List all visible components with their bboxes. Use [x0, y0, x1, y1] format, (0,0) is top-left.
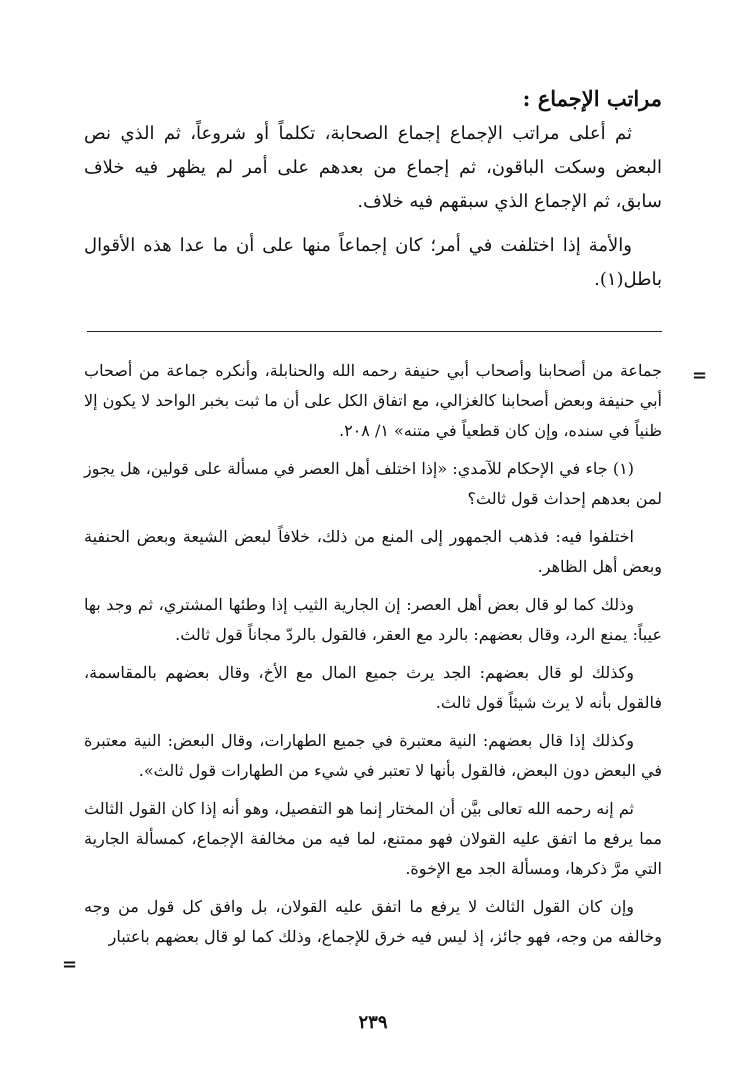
page-number: ٢٣٩ — [358, 1012, 388, 1033]
footnote-1-paragraph: وذلك كما لو قال بعض أهل العصر: إن الجارية الثيب إذا وطئها المشتري، ثم وجد بها عيباً: يمنع الرد، وقال بعضهم: بالرد مع العقر، فالقول بالردّ مجاناً قول ثالث. — [84, 595, 662, 644]
main-paragraph-1: ثم أعلى مراتب الإجماع إجماع الصحابة، تكلماً أو شروعاً، ثم الذي نص البعض وسكت الباقون، ثم إجماع من بعدهم على أمر لم يظهر فيه خلاف سابق، ثم الإجماع الذي سبقهم فيه خلاف. — [84, 123, 662, 212]
continuation-marker-top: = — [692, 365, 708, 386]
continuation-marker-bottom: = — [62, 954, 78, 975]
footnote-continuation: جماعة من أصحابنا وأصحاب أبي حنيفة رحمه الله والحنابلة، وأنكره جماعة من أصحاب أبي حنيفة وبعض أصحابنا كالغزالي، مع اتفاق الكل على أن ما ثبت بخبر الواحد لا يكون إلا ظنياً في سنده، وإن كان قطعياً في متنه» ١/ ٢٠٨. — [84, 361, 662, 440]
footnotes — [84, 356, 662, 952]
main-paragraph-2: والأمة إذا اختلفت في أمر؛ كان إجماعاً منها على أن ما عدا هذه الأقوال باطل(١). — [84, 235, 662, 290]
footnote-1-paragraph: وكذلك إذا قال بعضهم: النية معتبرة في جميع الطهارات، وقال البعض: النية معتبرة في البعض دون البعض، فالقول بأنها لا تعتبر في شيء من الطهارات قول ثالث». — [84, 731, 662, 780]
footnote-1-paragraph: اختلفوا فيه: فذهب الجمهور إلى المنع من ذلك، خلافاً لبعض الشيعة وبعض الحنفية وبعض أهل الظاهر. — [84, 527, 662, 576]
footnote-1-intro: (١) جاء في الإحكام للآمدي: «إذا اختلف أهل العصر في مسألة على قولين، هل يجوز لمن بعدهم إحداث قول ثالث؟ — [84, 459, 662, 508]
footnote-divider — [87, 331, 662, 332]
main-text — [84, 117, 662, 297]
footnote-1-paragraph: وكذلك لو قال بعضهم: الجد يرث جميع المال مع الأخ، وقال بعضهم بالمقاسمة، فالقول بأنه لا يرث شيئاً قول ثالث. — [84, 663, 662, 712]
section-heading: مراتب الإجماع : — [522, 86, 662, 111]
footnote-1-paragraph: ثم إنه رحمه الله تعالى بيَّن أن المختار إنما هو التفصيل، وهو أنه إذا كان القول الثالث مما يرفع ما اتفق عليه القولان فهو ممتنع، لما فيه من مخالفة الإجماع، كمسألة الجارية التي مرَّ ذكرها، ومسألة الجد مع الإخوة. — [84, 799, 662, 878]
footnote-1-paragraph: وإن كان القول الثالث لا يرفع ما اتفق عليه القولان، بل وافق كل قول من وجه وخالفه من وجه، فهو جائز، إذ ليس فيه خرق للإجماع، وذلك كما لو قال بعضهم باعتبار — [84, 897, 662, 946]
